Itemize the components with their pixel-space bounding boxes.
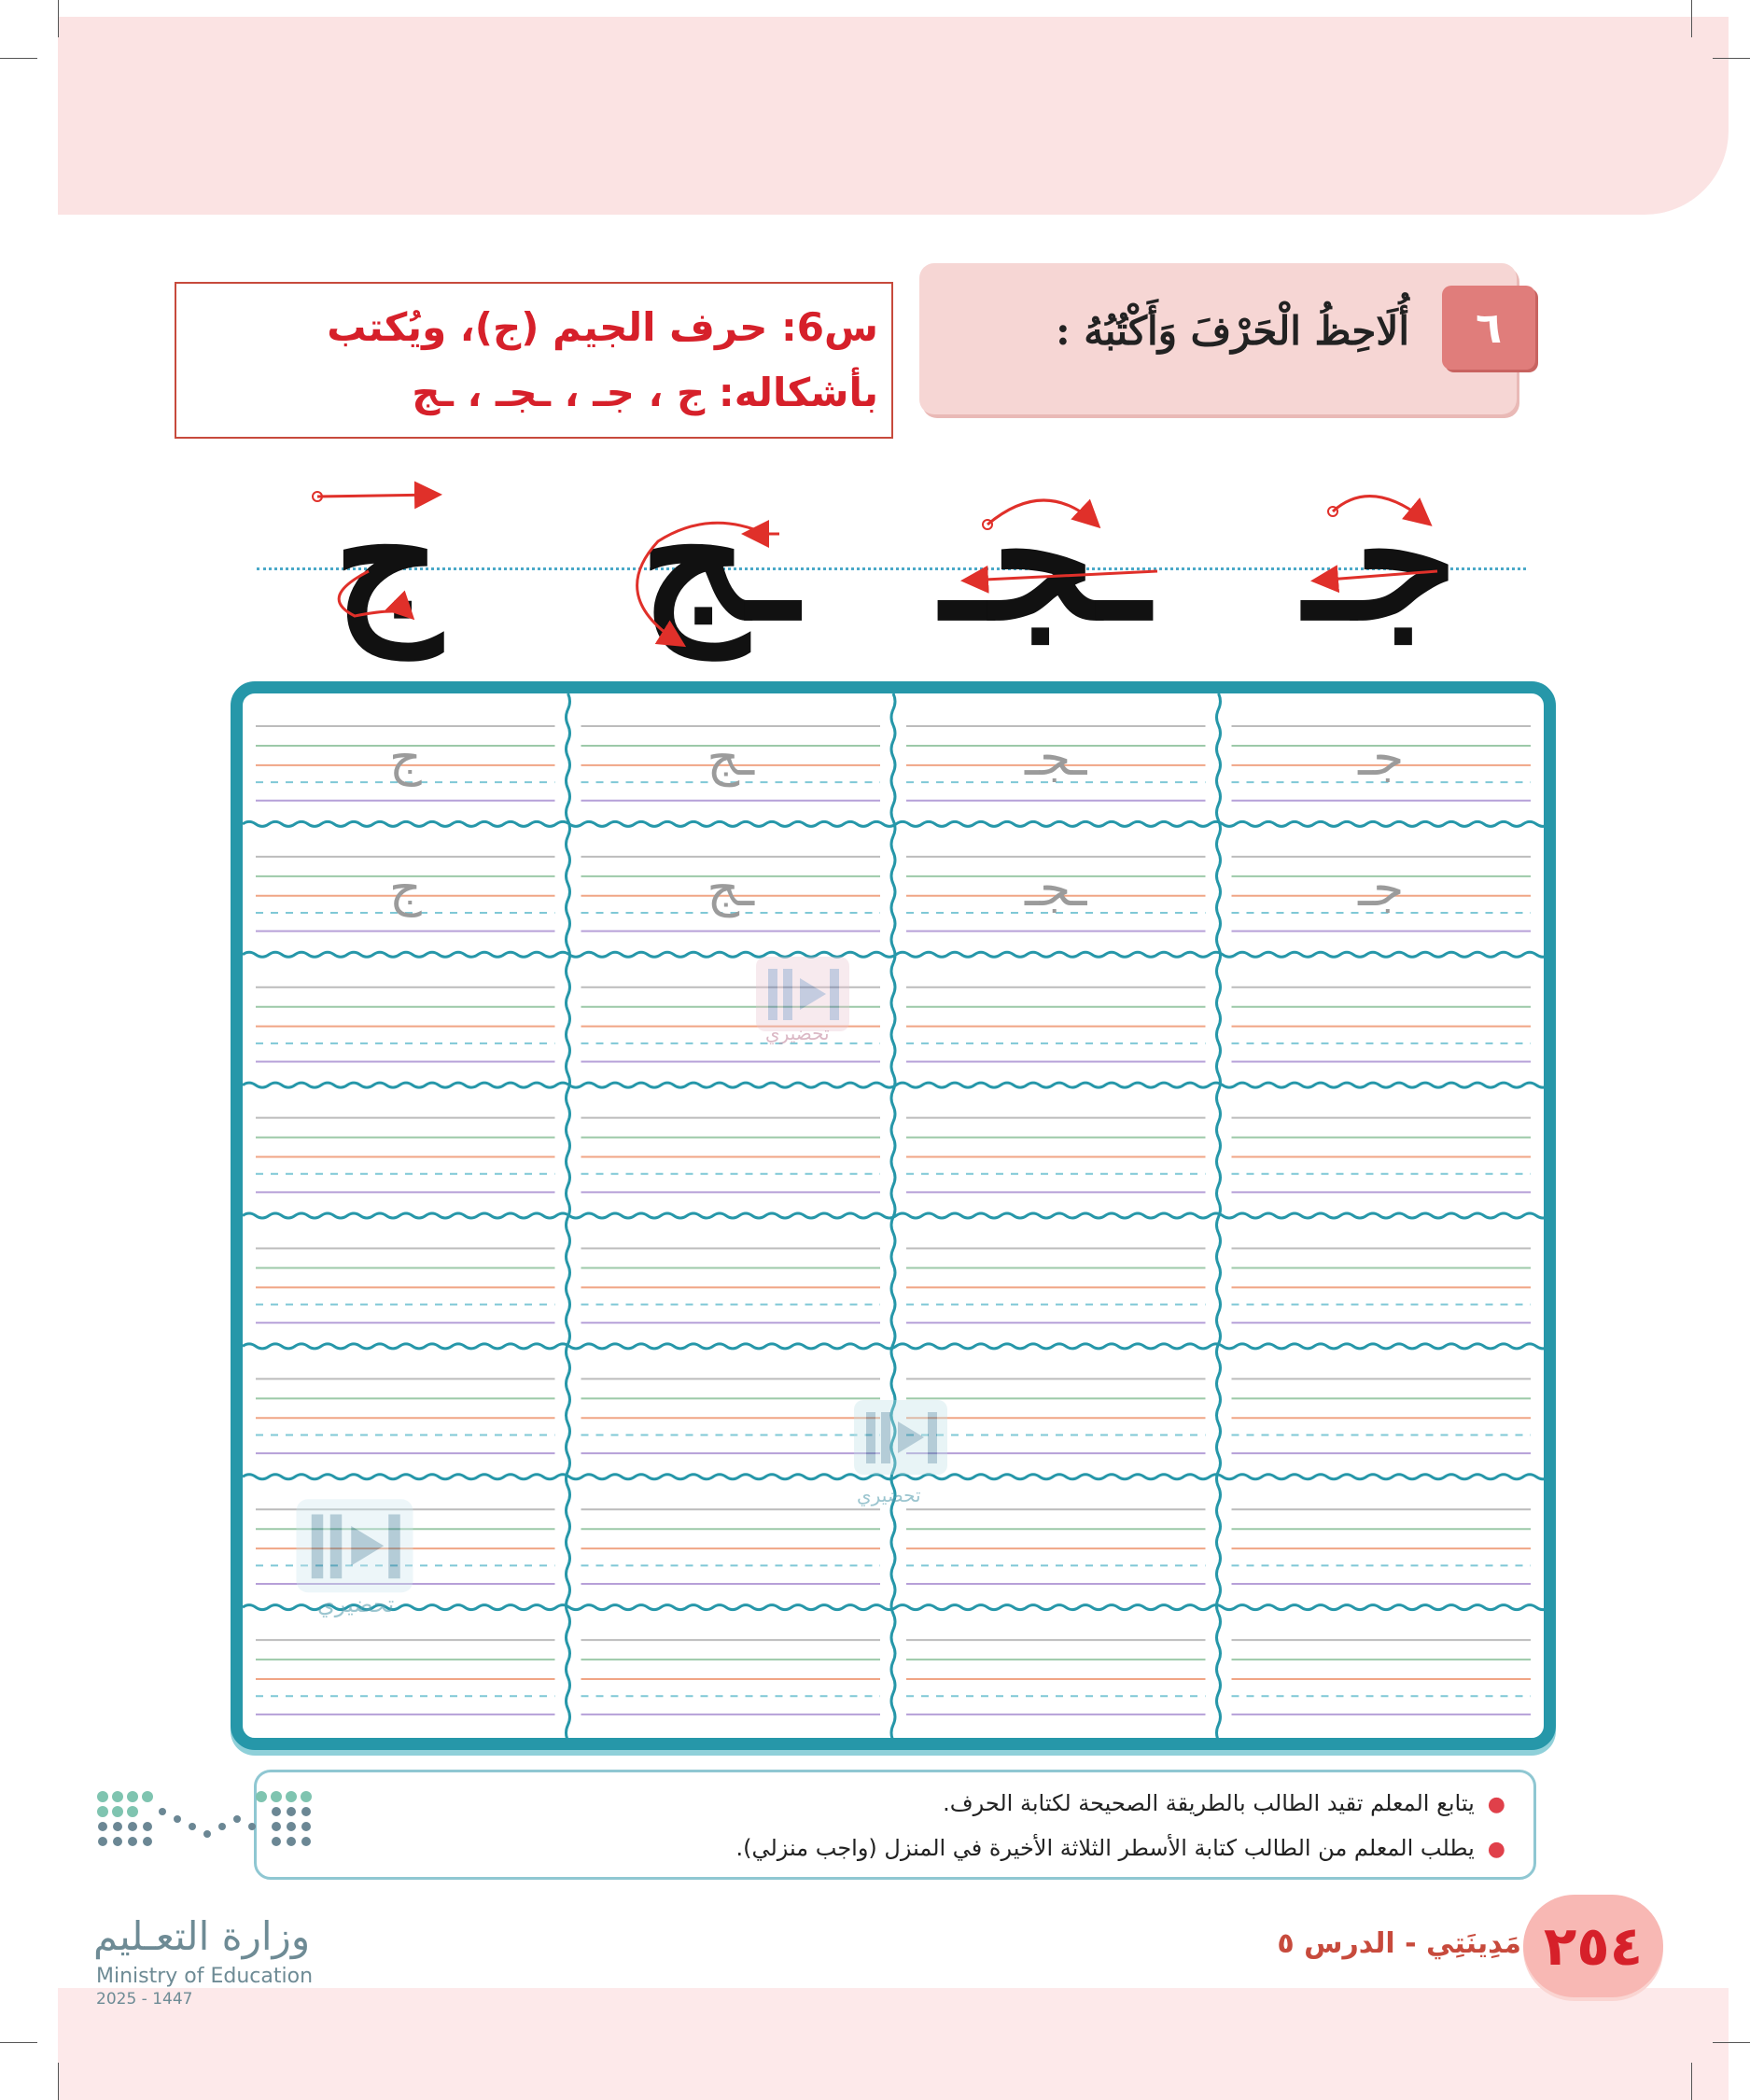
teacher-note-item — [257, 1782, 1505, 1827]
guide-letter: جـ — [1358, 728, 1405, 788]
ministry-name-arabic: وزارة التعـليم — [93, 1913, 311, 1959]
lesson-label: مَدِينَتِي - الدرس ٥ — [1277, 1927, 1521, 1960]
guide-letter: ج — [388, 859, 422, 918]
bullet-icon: ● — [1487, 1838, 1505, 1861]
ministry-name-english: Ministry of Education — [96, 1965, 314, 1988]
watermark-text: تحضيري — [765, 1022, 830, 1044]
letter-form-initial: جـ — [1304, 461, 1458, 658]
practice-grid-lines — [243, 693, 1544, 1738]
letter-form-final: ـج — [639, 461, 798, 658]
row-divider — [243, 952, 1544, 957]
watermark-text: تحضيري — [317, 1591, 395, 1617]
teacher-note-text: يطلب المعلم من الطالب كتابة الأسطر الثلاثة الأخيرة في المنزل (واجب منزلي). — [735, 1835, 1475, 1861]
letter-form-medial: ـجـ — [942, 461, 1149, 658]
guide-letter: ـجـ — [1025, 859, 1087, 918]
guide-letter: ـج — [707, 859, 755, 918]
academic-year: 2025 - 1447 — [96, 1990, 193, 2009]
ministry-logo-icon — [93, 1778, 317, 1890]
bullet-icon: ● — [1487, 1793, 1505, 1816]
teacher-note-text: يتابع المعلم تقيد الطالب بالطريقة الصحيحة لكتابة الحرف. — [943, 1790, 1475, 1816]
column-divider — [1217, 693, 1221, 1738]
teacher-notes-box — [254, 1770, 1536, 1880]
watermark-logo-icon — [751, 952, 854, 1064]
guide-letter: ـجـ — [1025, 728, 1087, 788]
row-divider — [243, 1605, 1544, 1610]
exercise-title: أُلَاحِظُ الْحَرْفَ وَأَكْتُبُهُ : — [1056, 308, 1409, 354]
guide-letter: ج — [388, 728, 422, 788]
guide-letter: ـج — [707, 728, 755, 788]
answer-note-line: بأشكاله: ج ، جـ ، ـجـ ، ـج — [412, 370, 878, 415]
exercise-number: ٦ — [1442, 286, 1535, 370]
bottom-decorative-band — [58, 1988, 1729, 2100]
crop-mark — [1691, 2063, 1692, 2100]
answer-note-line: س6: حرف الجيم (ج)، ويُكتب — [327, 304, 878, 350]
crop-mark — [1713, 2042, 1750, 2043]
teacher-note-item — [257, 1827, 1505, 1871]
watermark-text: تحضيري — [857, 1484, 921, 1506]
letter-form-isolated: ج — [332, 461, 442, 658]
stroke-arrows — [0, 0, 1750, 747]
column-divider — [891, 693, 895, 1738]
page-number: ٢٥٤ — [1523, 1895, 1663, 1997]
crop-mark — [58, 2063, 59, 2100]
guide-letter: جـ — [1358, 859, 1405, 918]
crop-mark — [0, 2042, 37, 2043]
